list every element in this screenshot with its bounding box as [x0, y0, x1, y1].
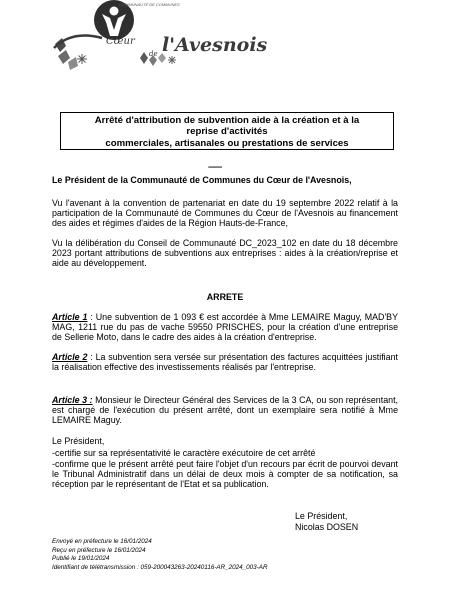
article-2 [52, 352, 398, 372]
article-2-label: Article 2 [52, 352, 88, 362]
article-3-label: Article 3 : [52, 395, 93, 405]
certify-line-2: -confirme que le présent arrêté peut faire l'objet d'un recours par écrit de pourvoi devant le Tribunal Administratif dans un délai de deux mois à compter de sa notification, sa réception par le représentant de l'Etat et sa publication. [52, 459, 398, 490]
article-2-sep: : [87, 352, 96, 362]
article-2-text: La subvention sera versée sur présentation des factures acquittées justifiant la réalisation effective des investissements réalisés par l'entreprise. [52, 352, 398, 373]
vu-avenant-paragraph: Vu l'avenant à la convention de partenariat en date du 19 septembre 2022 relatif à la participation de la Communauté de Communes du Cœur de l'Avesnois au financement des aides et régimes d'aides de la Région Hauts-de-France, [52, 198, 398, 229]
footer-received: Reçu en préfecture le 16/01/2024 [52, 546, 146, 554]
president-heading: Le Président de la Communauté de Communes du Cœur de l'Avesnois, [52, 175, 352, 185]
logo-text-coeur: Cœur [106, 36, 135, 47]
separator: ---------- [208, 164, 222, 171]
article-3-text: Monsieur le Directeur Général des Services de la 3 CA, ou son représentant, est chargé de l'exécution du présent arrêté, dont un exemplaire sera notifié à Mme LEMAIRE Maguy. [52, 395, 398, 426]
article-1-text: Une subvention de 1 093 € est accordée à Mme LEMAIRE Maguy, MAD'BY MAG, 1211 rue du pas de vache 59550 PRISCHES, pour la création d'une entreprise de Sellerie Moto, dans le cadre des aides à la création d'entreprise. [52, 312, 398, 343]
article-1-sep: : [87, 312, 96, 322]
title-line-3: commerciales, artisanales ou prestations de services [105, 137, 349, 149]
title-line-2: reprise d'activités [186, 126, 268, 138]
certify-intro: Le Président, [52, 436, 105, 446]
article-1 [52, 312, 398, 343]
footer-sent: Envoyé en préfecture le 16/01/2024 [52, 538, 152, 545]
signature-title: Le Président, [295, 511, 348, 521]
logo [52, 0, 268, 72]
signature-name: Nicolas DOSEN [295, 522, 359, 532]
logo-arc-text: COMMUNAUTÉ DE COMMUNES [119, 2, 180, 7]
transmission-footer [52, 538, 268, 572]
article-1-label: Article 1 [52, 312, 88, 322]
footer-published: Publié le 19/01/2024 [52, 555, 110, 563]
title-line-1: Arrêté d'attribution de subvention aide à la création et à la [94, 115, 360, 126]
vu-deliberation-paragraph: Vu la délibération du Conseil de Communauté DC_2023_102 en date du 18 décembre 2023 portant attributions de subventions aux entreprises : aides à la création/reprise et aide au développement. [52, 238, 398, 269]
logo-text-avesnois: l'Avesnois [162, 34, 268, 56]
logo-text-de: de [149, 50, 158, 58]
title-box [60, 112, 394, 150]
footer-identifier: Identifiant de télétransmission : 059-200043263-20240116-AR_2024_003-AR [52, 563, 268, 571]
arrete-heading: ARRETE [206, 292, 244, 302]
certify-line-1: -certifie sur sa représentativité le caractère exécutoire de cet arrêté [52, 448, 316, 458]
article-3 [52, 395, 398, 426]
